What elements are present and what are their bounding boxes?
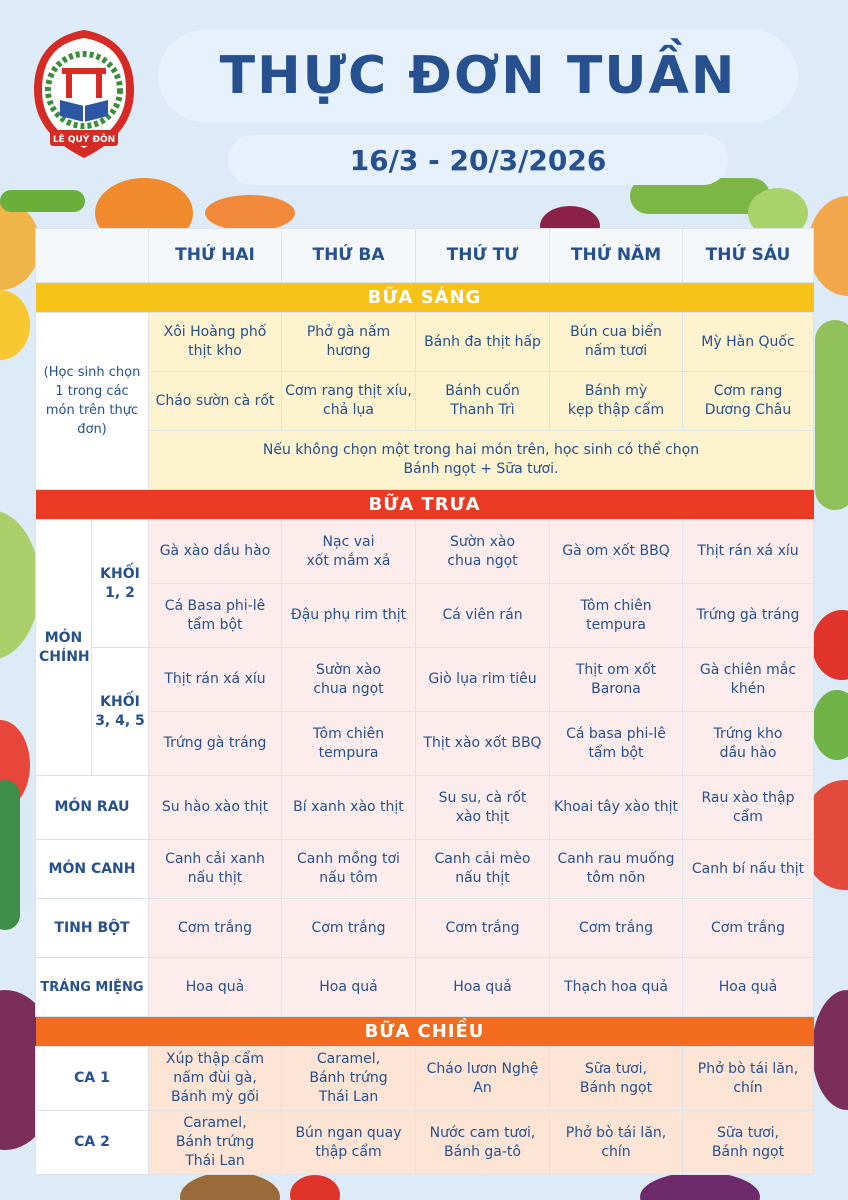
menu-cell: Trứng gà tráng xyxy=(149,712,282,776)
menu-cell: Sữa tươi, Bánh ngọt xyxy=(683,1111,814,1175)
menu-cell: Phở bò tái lăn, chín xyxy=(683,1047,814,1111)
menu-cell: Cơm trắng xyxy=(416,899,550,958)
menu-cell: Tôm chiên tempura xyxy=(550,584,683,648)
menu-cell: Cá basa phi-lê tẩm bột xyxy=(550,712,683,776)
potato-icon xyxy=(0,200,40,290)
menu-cell: Xôi Hoàng phố thịt kho xyxy=(149,313,282,372)
menu-cell: Cá Basa phi-lê tẩm bột xyxy=(149,584,282,648)
menu-cell: Trứng kho dầu hào xyxy=(683,712,814,776)
menu-cell: Tôm chiên tempura xyxy=(282,712,416,776)
section-title: BỮA SÁNG xyxy=(36,283,814,313)
menu-cell: Cháo sườn cà rốt xyxy=(149,372,282,431)
menu-cell: Cơm trắng xyxy=(149,899,282,958)
section-title: BỮA CHIỀU xyxy=(36,1017,814,1047)
menu-cell: Su su, cà rốt xào thịt xyxy=(416,776,550,840)
table-row xyxy=(36,313,814,372)
grade-group-label: KHỐI 3, 4, 5 xyxy=(92,648,149,776)
menu-cell: Cơm trắng xyxy=(683,899,814,958)
menu-cell: Khoai tây xào thịt xyxy=(550,776,683,840)
tomato-icon xyxy=(290,1175,340,1200)
menu-cell: Bún ngan quay thập cẩm xyxy=(282,1111,416,1175)
menu-cell: Thịt om xốt Barona xyxy=(550,648,683,712)
shift-label: CA 1 xyxy=(36,1047,149,1111)
table-row xyxy=(36,520,814,584)
beet-icon xyxy=(812,990,848,1110)
day-header: THỨ HAI xyxy=(149,229,282,283)
breakfast-note: Nếu không chọn một trong hai món trên, học sinh có thể chọn Bánh ngọt + Sữa tươi. xyxy=(149,431,814,490)
menu-cell: Mỳ Hàn Quốc xyxy=(683,313,814,372)
menu-cell: Xúp thập cẩm nấm đùi gà, Bánh mỳ gối xyxy=(149,1047,282,1111)
chili-icon xyxy=(0,190,85,212)
menu-cell: Hoa quả xyxy=(149,958,282,1017)
day-header: THỨ NĂM xyxy=(550,229,683,283)
title-banner xyxy=(158,30,798,122)
day-header: THỨ TƯ xyxy=(416,229,550,283)
menu-cell: Cháo lươn Nghệ An xyxy=(416,1047,550,1111)
menu-cell: Nạc vai xốt mắm xả xyxy=(282,520,416,584)
shift-label: CA 2 xyxy=(36,1111,149,1175)
leek-icon xyxy=(0,780,20,930)
menu-cell: Thịt xào xốt BBQ xyxy=(416,712,550,776)
onion-icon xyxy=(808,196,848,296)
starch-label: TINH BỘT xyxy=(36,899,149,958)
day-header-row xyxy=(36,229,814,283)
menu-cell: Gà xào dầu hào xyxy=(149,520,282,584)
corn-icon xyxy=(0,290,30,360)
school-logo xyxy=(30,28,138,162)
table-row xyxy=(36,1047,814,1111)
menu-cell: Sườn xào chua ngọt xyxy=(416,520,550,584)
menu-cell: Cơm rang Dương Châu xyxy=(683,372,814,431)
table-row xyxy=(36,958,814,1017)
menu-cell: Canh rau muống tôm nõn xyxy=(550,840,683,899)
cabbage-icon xyxy=(0,510,40,660)
menu-cell: Hoa quả xyxy=(683,958,814,1017)
pepper-icon xyxy=(812,610,848,680)
menu-cell: Thạch hoa quả xyxy=(550,958,683,1017)
grade-group-label: KHỐI 1, 2 xyxy=(92,520,149,648)
table-row xyxy=(36,1111,814,1175)
vegetable-label: MÓN RAU xyxy=(36,776,149,840)
menu-cell: Bánh mỳ kẹp thập cẩm xyxy=(550,372,683,431)
breakfast-label: (Học sinh chọn 1 trong các món trên thực đơn) xyxy=(36,313,149,490)
section-lunch xyxy=(36,490,814,520)
menu-cell: Bánh cuốn Thanh Trì xyxy=(416,372,550,431)
menu-cell: Canh cải xanh nấu thịt xyxy=(149,840,282,899)
menu-cell: Bánh đa thịt hấp xyxy=(416,313,550,372)
table-row xyxy=(36,712,814,776)
table-row xyxy=(36,840,814,899)
corner-cell xyxy=(36,229,149,283)
weekly-menu-table xyxy=(35,228,814,1175)
menu-cell: Gà om xốt BBQ xyxy=(550,520,683,584)
avocado-icon xyxy=(180,1172,280,1200)
menu-cell: Thịt rán xá xíu xyxy=(683,520,814,584)
menu-cell: Cá viên rán xyxy=(416,584,550,648)
menu-cell: Canh bí nấu thịt xyxy=(683,840,814,899)
table-row xyxy=(36,372,814,431)
menu-cell: Cơm rang thịt xíu, chả lụa xyxy=(282,372,416,431)
section-title: BỮA TRƯA xyxy=(36,490,814,520)
soup-label: MÓN CANH xyxy=(36,840,149,899)
menu-cell: Caramel, Bánh trứng Thái Lan xyxy=(282,1047,416,1111)
menu-cell: Nước cam tươi, Bánh ga-tô xyxy=(416,1111,550,1175)
menu-cell: Sữa tươi, Bánh ngọt xyxy=(550,1047,683,1111)
table-row xyxy=(36,776,814,840)
eggplant-icon xyxy=(640,1172,760,1200)
table-row xyxy=(36,431,814,490)
menu-cell: Gà chiên mắc khén xyxy=(683,648,814,712)
menu-cell: Sườn xào chua ngọt xyxy=(282,648,416,712)
table-row xyxy=(36,648,814,712)
dessert-label: TRÁNG MIỆNG xyxy=(36,958,149,1017)
zucchini-icon xyxy=(812,690,848,760)
menu-cell: Rau xào thập cẩm xyxy=(683,776,814,840)
section-breakfast xyxy=(36,283,814,313)
menu-cell: Thịt rán xá xíu xyxy=(149,648,282,712)
menu-cell: Hoa quả xyxy=(282,958,416,1017)
menu-cell: Canh cải mèo nấu thịt xyxy=(416,840,550,899)
menu-cell: Đậu phụ rim thịt xyxy=(282,584,416,648)
table-row xyxy=(36,584,814,648)
menu-cell: Canh mồng tơi nấu tôm xyxy=(282,840,416,899)
section-afternoon xyxy=(36,1017,814,1047)
date-banner xyxy=(228,135,728,185)
menu-cell: Phở bò tái lăn, chín xyxy=(550,1111,683,1175)
menu-cell: Bí xanh xào thịt xyxy=(282,776,416,840)
logo-text: LÊ QUÝ ĐÔN xyxy=(52,135,116,145)
menu-cell: Trứng gà tráng xyxy=(683,584,814,648)
asparagus-icon xyxy=(815,320,848,510)
menu-cell: Phở gà nấm hương xyxy=(282,313,416,372)
menu-cell: Su hào xào thịt xyxy=(149,776,282,840)
table-row xyxy=(36,899,814,958)
menu-cell: Giò lụa rim tiêu xyxy=(416,648,550,712)
day-header: THỨ BA xyxy=(282,229,416,283)
menu-cell: Cơm trắng xyxy=(282,899,416,958)
menu-cell: Hoa quả xyxy=(416,958,550,1017)
page-title: THỰC ĐƠN TUẦN xyxy=(219,46,737,106)
day-header: THỨ SÁU xyxy=(683,229,814,283)
menu-cell: Cơm trắng xyxy=(550,899,683,958)
menu-cell: Bún cua biển nấm tươi xyxy=(550,313,683,372)
carrot-icon xyxy=(205,195,295,231)
main-dish-label: MÓN CHÍNH xyxy=(36,520,92,776)
date-range: 16/3 - 20/3/2026 xyxy=(349,143,607,177)
menu-cell: Caramel, Bánh trứng Thái Lan xyxy=(149,1111,282,1175)
